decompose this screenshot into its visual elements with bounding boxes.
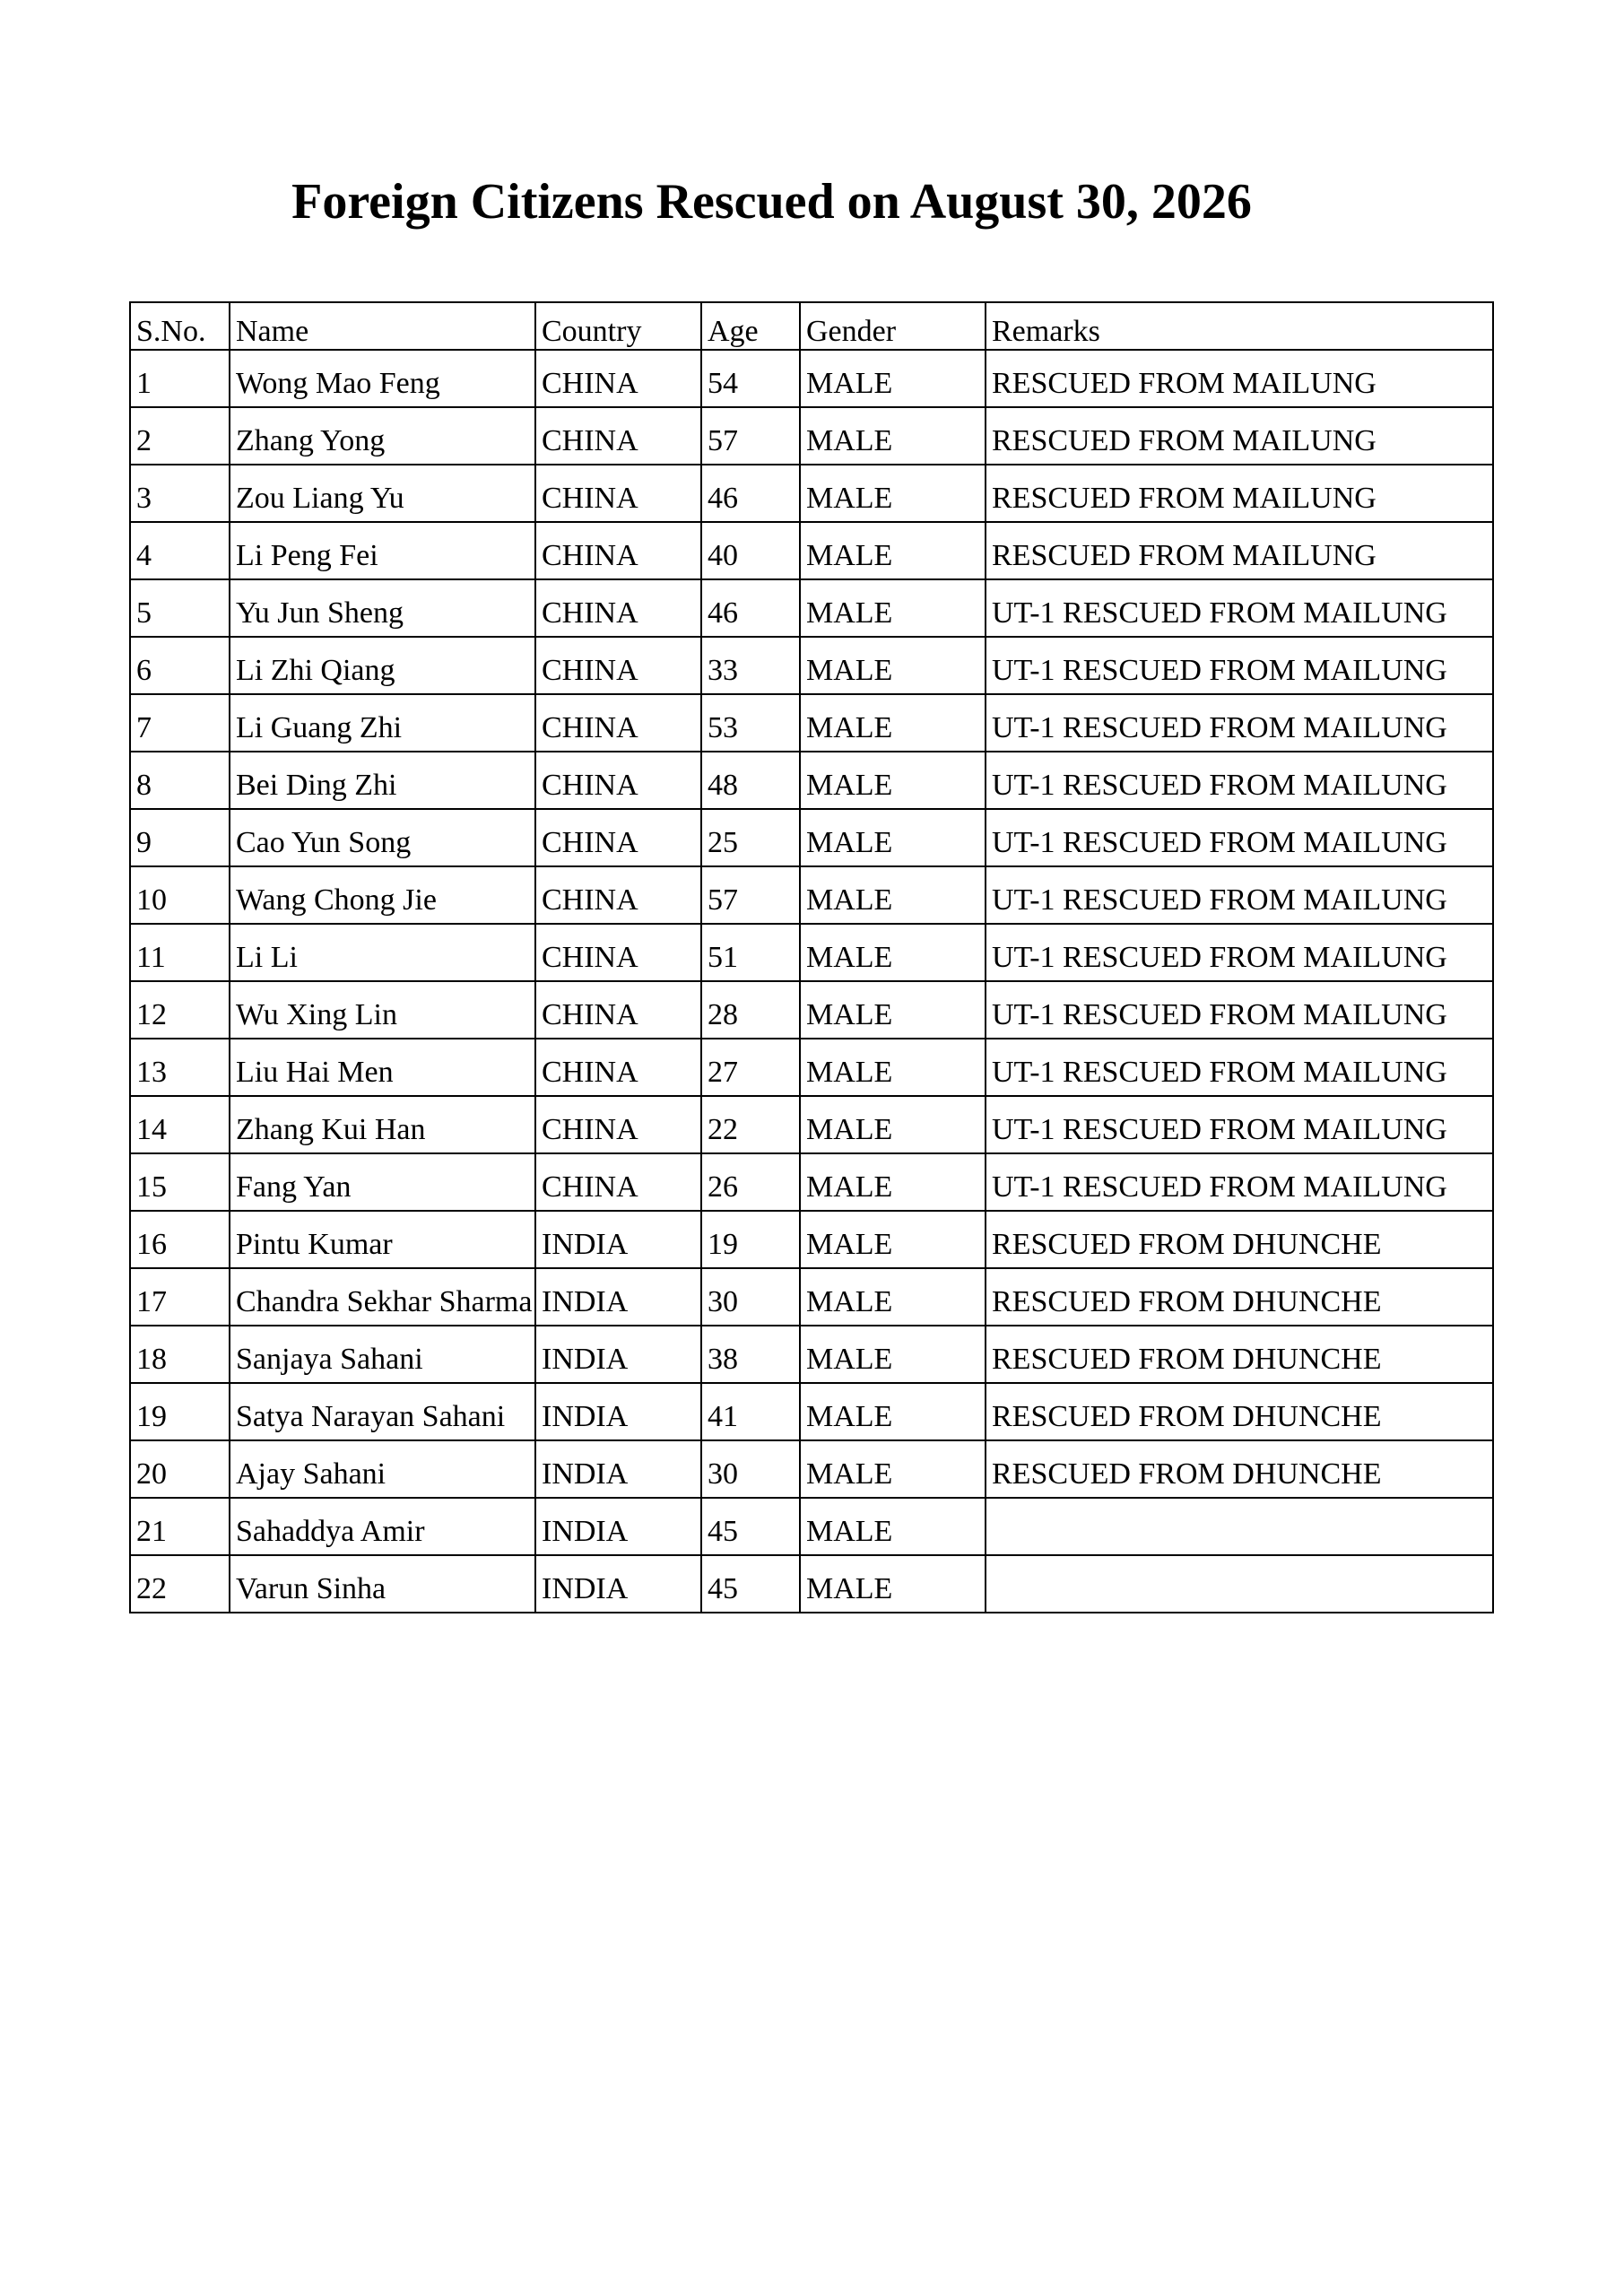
cell-country: INDIA	[535, 1383, 701, 1440]
cell-name: Fang Yan	[230, 1153, 535, 1211]
table-row	[130, 1555, 1493, 1613]
table-row	[130, 1211, 1493, 1268]
cell-sno: 22	[130, 1555, 230, 1613]
cell-remarks: UT-1 RESCUED FROM MAILUNG	[986, 1153, 1493, 1211]
cell-age: 53	[701, 694, 800, 752]
cell-gender: MALE	[800, 1153, 986, 1211]
cell-gender: MALE	[800, 752, 986, 809]
cell-sno: 5	[130, 579, 230, 637]
cell-age: 22	[701, 1096, 800, 1153]
cell-country: INDIA	[535, 1440, 701, 1498]
cell-age: 48	[701, 752, 800, 809]
cell-gender: MALE	[800, 809, 986, 866]
cell-age: 30	[701, 1268, 800, 1326]
cell-remarks: RESCUED FROM DHUNCHE	[986, 1440, 1493, 1498]
cell-gender: MALE	[800, 1498, 986, 1555]
cell-sno: 8	[130, 752, 230, 809]
cell-gender: MALE	[800, 1211, 986, 1268]
cell-sno: 11	[130, 924, 230, 981]
table-row	[130, 809, 1493, 866]
table-row	[130, 694, 1493, 752]
cell-age: 51	[701, 924, 800, 981]
cell-country: CHINA	[535, 407, 701, 465]
table-row	[130, 752, 1493, 809]
cell-age: 46	[701, 465, 800, 522]
table-header-row	[130, 302, 1493, 350]
table-row	[130, 1383, 1493, 1440]
cell-age: 28	[701, 981, 800, 1039]
cell-age: 41	[701, 1383, 800, 1440]
cell-sno: 16	[130, 1211, 230, 1268]
cell-name: Sanjaya Sahani	[230, 1326, 535, 1383]
cell-sno: 3	[130, 465, 230, 522]
cell-gender: MALE	[800, 579, 986, 637]
cell-country: CHINA	[535, 637, 701, 694]
cell-age: 30	[701, 1440, 800, 1498]
cell-sno: 7	[130, 694, 230, 752]
cell-remarks: UT-1 RESCUED FROM MAILUNG	[986, 866, 1493, 924]
cell-name: Sahaddya Amir	[230, 1498, 535, 1555]
header-sno: S.No.	[130, 302, 230, 350]
cell-gender: MALE	[800, 465, 986, 522]
cell-sno: 10	[130, 866, 230, 924]
cell-gender: MALE	[800, 1555, 986, 1613]
cell-country: CHINA	[535, 694, 701, 752]
cell-name: Li Zhi Qiang	[230, 637, 535, 694]
cell-name: Ajay Sahani	[230, 1440, 535, 1498]
cell-sno: 9	[130, 809, 230, 866]
header-gender: Gender	[800, 302, 986, 350]
cell-age: 26	[701, 1153, 800, 1211]
cell-remarks: RESCUED FROM DHUNCHE	[986, 1383, 1493, 1440]
cell-country: CHINA	[535, 981, 701, 1039]
header-name: Name	[230, 302, 535, 350]
cell-gender: MALE	[800, 866, 986, 924]
cell-age: 19	[701, 1211, 800, 1268]
table-row	[130, 866, 1493, 924]
cell-country: INDIA	[535, 1555, 701, 1613]
table-body	[130, 350, 1493, 1613]
cell-sno: 18	[130, 1326, 230, 1383]
cell-remarks: RESCUED FROM DHUNCHE	[986, 1211, 1493, 1268]
cell-sno: 1	[130, 350, 230, 407]
cell-age: 40	[701, 522, 800, 579]
cell-age: 25	[701, 809, 800, 866]
cell-remarks: UT-1 RESCUED FROM MAILUNG	[986, 981, 1493, 1039]
cell-remarks: UT-1 RESCUED FROM MAILUNG	[986, 579, 1493, 637]
cell-sno: 17	[130, 1268, 230, 1326]
cell-remarks: UT-1 RESCUED FROM MAILUNG	[986, 1039, 1493, 1096]
cell-country: CHINA	[535, 579, 701, 637]
cell-gender: MALE	[800, 637, 986, 694]
table-row	[130, 579, 1493, 637]
header-country: Country	[535, 302, 701, 350]
cell-remarks: RESCUED FROM MAILUNG	[986, 350, 1493, 407]
cell-age: 57	[701, 866, 800, 924]
cell-sno: 4	[130, 522, 230, 579]
cell-country: INDIA	[535, 1211, 701, 1268]
table-row	[130, 924, 1493, 981]
cell-name: Satya Narayan Sahani	[230, 1383, 535, 1440]
cell-name: Pintu Kumar	[230, 1211, 535, 1268]
cell-remarks	[986, 1555, 1493, 1613]
table-row	[130, 1268, 1493, 1326]
cell-gender: MALE	[800, 1096, 986, 1153]
header-age: Age	[701, 302, 800, 350]
cell-remarks: RESCUED FROM MAILUNG	[986, 465, 1493, 522]
cell-country: CHINA	[535, 1153, 701, 1211]
cell-country: CHINA	[535, 465, 701, 522]
cell-remarks: UT-1 RESCUED FROM MAILUNG	[986, 924, 1493, 981]
cell-country: INDIA	[535, 1326, 701, 1383]
table-row	[130, 1498, 1493, 1555]
cell-gender: MALE	[800, 1326, 986, 1383]
table-row	[130, 350, 1493, 407]
cell-gender: MALE	[800, 694, 986, 752]
cell-gender: MALE	[800, 350, 986, 407]
cell-age: 27	[701, 1039, 800, 1096]
cell-name: Liu Hai Men	[230, 1039, 535, 1096]
cell-name: Cao Yun Song	[230, 809, 535, 866]
cell-sno: 14	[130, 1096, 230, 1153]
cell-name: Wang Chong Jie	[230, 866, 535, 924]
cell-sno: 13	[130, 1039, 230, 1096]
table-row	[130, 522, 1493, 579]
header-remarks: Remarks	[986, 302, 1493, 350]
cell-name: Bei Ding Zhi	[230, 752, 535, 809]
cell-name: Chandra Sekhar Sharma	[230, 1268, 535, 1326]
cell-remarks: RESCUED FROM DHUNCHE	[986, 1268, 1493, 1326]
cell-gender: MALE	[800, 1383, 986, 1440]
table-row	[130, 1326, 1493, 1383]
table-row	[130, 407, 1493, 465]
cell-remarks: RESCUED FROM DHUNCHE	[986, 1326, 1493, 1383]
cell-age: 38	[701, 1326, 800, 1383]
table-row	[130, 465, 1493, 522]
cell-age: 46	[701, 579, 800, 637]
cell-name: Varun Sinha	[230, 1555, 535, 1613]
cell-name: Li Peng Fei	[230, 522, 535, 579]
cell-country: CHINA	[535, 1039, 701, 1096]
table-row	[130, 981, 1493, 1039]
cell-age: 33	[701, 637, 800, 694]
cell-remarks: UT-1 RESCUED FROM MAILUNG	[986, 637, 1493, 694]
cell-age: 45	[701, 1498, 800, 1555]
cell-remarks: UT-1 RESCUED FROM MAILUNG	[986, 752, 1493, 809]
cell-age: 54	[701, 350, 800, 407]
cell-gender: MALE	[800, 1039, 986, 1096]
cell-age: 57	[701, 407, 800, 465]
cell-gender: MALE	[800, 522, 986, 579]
cell-country: CHINA	[535, 1096, 701, 1153]
cell-remarks: UT-1 RESCUED FROM MAILUNG	[986, 809, 1493, 866]
cell-sno: 20	[130, 1440, 230, 1498]
cell-country: CHINA	[535, 924, 701, 981]
table-row	[130, 637, 1493, 694]
table-row	[130, 1039, 1493, 1096]
cell-name: Wong Mao Feng	[230, 350, 535, 407]
cell-age: 45	[701, 1555, 800, 1613]
cell-country: CHINA	[535, 522, 701, 579]
cell-gender: MALE	[800, 407, 986, 465]
cell-sno: 2	[130, 407, 230, 465]
cell-country: CHINA	[535, 752, 701, 809]
cell-country: CHINA	[535, 866, 701, 924]
cell-country: INDIA	[535, 1268, 701, 1326]
cell-gender: MALE	[800, 1440, 986, 1498]
document-title: Foreign Citizens Rescued on August 30, 2026	[291, 174, 1252, 230]
table-row	[130, 1440, 1493, 1498]
cell-sno: 21	[130, 1498, 230, 1555]
cell-name: Li Guang Zhi	[230, 694, 535, 752]
cell-remarks: UT-1 RESCUED FROM MAILUNG	[986, 694, 1493, 752]
cell-country: INDIA	[535, 1498, 701, 1555]
cell-remarks: UT-1 RESCUED FROM MAILUNG	[986, 1096, 1493, 1153]
table-row	[130, 1096, 1493, 1153]
cell-name: Yu Jun Sheng	[230, 579, 535, 637]
table-row	[130, 1153, 1493, 1211]
cell-gender: MALE	[800, 1268, 986, 1326]
cell-name: Wu Xing Lin	[230, 981, 535, 1039]
cell-sno: 19	[130, 1383, 230, 1440]
cell-remarks	[986, 1498, 1493, 1555]
cell-name: Li Li	[230, 924, 535, 981]
cell-sno: 6	[130, 637, 230, 694]
cell-remarks: RESCUED FROM MAILUNG	[986, 522, 1493, 579]
rescued-citizens-table	[129, 301, 1494, 1613]
cell-name: Zhang Yong	[230, 407, 535, 465]
cell-sno: 12	[130, 981, 230, 1039]
cell-name: Zou Liang Yu	[230, 465, 535, 522]
cell-sno: 15	[130, 1153, 230, 1211]
cell-country: CHINA	[535, 350, 701, 407]
cell-name: Zhang Kui Han	[230, 1096, 535, 1153]
cell-gender: MALE	[800, 981, 986, 1039]
cell-remarks: RESCUED FROM MAILUNG	[986, 407, 1493, 465]
cell-gender: MALE	[800, 924, 986, 981]
cell-country: CHINA	[535, 809, 701, 866]
